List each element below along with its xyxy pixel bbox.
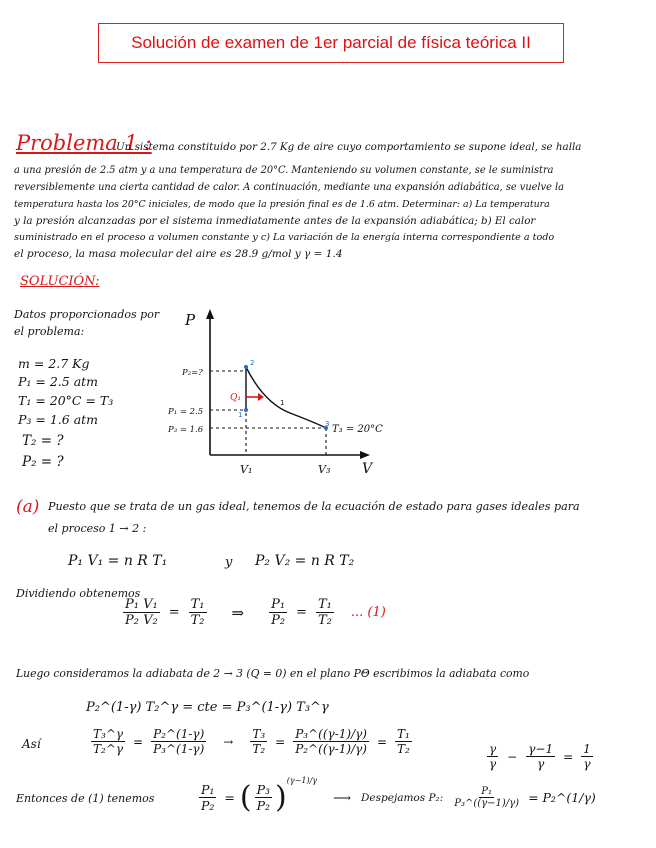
point-1-dot	[244, 408, 248, 412]
fraction-numerator: P₃	[256, 782, 271, 797]
fraction-numerator: T₃	[252, 727, 266, 741]
ratio-fraction	[123, 597, 160, 628]
fraction-numerator: P₁	[271, 597, 286, 612]
adiabatic-fraction	[91, 727, 125, 756]
side-fraction	[581, 742, 593, 771]
equation-number: ... (1)	[350, 605, 386, 620]
fraction-numerator: T₃^γ	[93, 727, 124, 741]
equals-sign: =	[376, 734, 388, 749]
ratio-fraction	[269, 597, 287, 628]
final-intro: Entonces de (1) tenemos	[16, 792, 155, 805]
fraction-denominator: P₃^((γ−1)/γ)	[454, 798, 520, 809]
fraction-numerator: P₁ V₁	[125, 597, 158, 612]
adiabatic-fraction-equation	[88, 727, 415, 756]
long-arrow: ⟶	[333, 790, 351, 805]
equals-sign: =	[563, 749, 574, 764]
fraction-denominator: P₂	[201, 798, 215, 813]
fraction-denominator: P₂	[256, 798, 271, 813]
side-fraction	[487, 742, 498, 771]
implies-arrow: ⇒	[231, 603, 245, 622]
equals-sign: =	[296, 605, 307, 620]
y-axis-label: P	[185, 311, 196, 329]
pv-diagram	[160, 305, 390, 480]
fraction-denominator: P₂	[271, 613, 286, 628]
asi-label: Así	[22, 737, 41, 751]
fraction-denominator: P₂ V₂	[125, 613, 158, 628]
problem-line-1: Un sistema constituido por 2.7 Kg de aire cuyo comportamiento se supone ideal, se halla	[116, 141, 582, 153]
adiabatic-fraction	[293, 727, 369, 756]
problem-line-6: suministrado en el proceso a volumen constante y c) La variación de la energía interna correspondiente a todo	[14, 232, 555, 243]
final-fraction	[255, 782, 272, 813]
problem-line-3: reversiblemente una cierta cantidad de calor. A continuación, mediante una expansión adiabática, se vuelve la	[14, 182, 564, 193]
fraction-denominator: P₂^((γ-1)/γ)	[295, 742, 367, 756]
fraction-numerator: P₃^((γ-1)/γ)	[295, 727, 367, 741]
fraction-denominator: T₂^γ	[93, 742, 124, 756]
fraction-numerator: T₁	[317, 597, 332, 612]
equals-sign: =	[133, 734, 144, 749]
fraction-denominator: T₂	[252, 742, 266, 756]
fraction-numerator: T₁	[397, 727, 410, 741]
final-fraction	[199, 782, 216, 813]
adiabatic-fraction	[250, 727, 267, 756]
q-label: Q₁	[230, 393, 241, 403]
despejamos-text: Despejamos P₂:	[360, 791, 444, 804]
minus-sign: −	[507, 749, 518, 764]
fraction-numerator: P₁	[201, 782, 215, 797]
fraction-numerator: P₂^(1-γ)	[153, 727, 205, 741]
ratio-equation	[120, 597, 386, 628]
point-2-label: 2	[250, 359, 255, 367]
curve-label: 1	[280, 399, 285, 407]
problem-line-5: y la presión alcanzadas por el sistema inmediatamente antes de la expansión adiabática; b) El calor	[14, 215, 536, 227]
left-paren: (	[239, 780, 252, 815]
side-fraction	[526, 742, 555, 771]
equals-sign: =	[275, 734, 286, 749]
part-a-line-2: el proceso 1 → 2 :	[48, 522, 147, 535]
fraction-denominator: T₂	[190, 613, 205, 628]
eq-connector: y	[225, 555, 233, 570]
data-item: P₁ = 2.5 atm	[18, 374, 99, 389]
right-paren: )	[275, 780, 287, 815]
adiabatic-fraction	[395, 727, 412, 756]
fraction-denominator: T₂	[397, 742, 410, 756]
fraction-denominator: P₃^(1-γ)	[153, 742, 205, 756]
page-title: Solución de examen de 1er parcial de física teórica II	[131, 33, 531, 52]
fraction-numerator: P₁	[481, 786, 493, 797]
y-axis-arrow	[206, 309, 214, 319]
t3-label: T₃ = 20°C	[332, 424, 383, 435]
fraction-numerator: γ−1	[528, 742, 554, 756]
final-result: = P₂^(1/γ)	[528, 790, 596, 805]
problem-line-7: el proceso, la masa molecular del aire es 28.9 g/mol y γ = 1.4	[14, 248, 343, 260]
title-box	[98, 23, 564, 63]
problem-label: Problema 1 :	[16, 131, 152, 155]
x-axis-arrow	[360, 451, 370, 459]
point-1-label: 1	[238, 411, 243, 419]
data-item: T₁ = 20°C = T₃	[18, 393, 114, 408]
problem-line-4: temperatura hasta los 20°C iniciales, de modo que la presión final es de 1.6 atm. Determinar: a) La temperatura	[14, 199, 550, 210]
part-a-line-1: Puesto que se trata de un gas ideal, tenemos de la ecuación de estado para gases ideales para	[48, 500, 580, 513]
adiabatic-eq: P₂^(1-γ) T₂^γ = cte = P₃^(1-γ) T₃^γ	[86, 700, 329, 715]
data-item: P₂ = ?	[22, 454, 64, 470]
solution-label: SOLUCIÓN:	[20, 274, 100, 289]
p1-label: P₁ = 2.5	[168, 407, 204, 417]
eq-state-2: P₂ V₂ = n R T₂	[255, 553, 355, 569]
data-header-1: Datos proporcionados por	[14, 308, 160, 321]
fraction-denominator: γ	[583, 757, 591, 771]
adiabatic-fraction	[151, 727, 206, 756]
fraction-numerator: γ	[489, 742, 497, 756]
ratio-fraction	[316, 597, 334, 628]
eq-state-1: P₁ V₁ = n R T₁	[68, 553, 168, 569]
fraction-numerator: 1	[583, 742, 591, 756]
point-2-dot	[244, 365, 248, 369]
fraction-numerator: T₁	[190, 597, 205, 612]
equals-sign: =	[168, 605, 180, 620]
arrow-symbol: →	[223, 734, 234, 749]
fraction-denominator: T₂	[317, 613, 332, 628]
final-fraction	[452, 786, 521, 809]
v3-label: V₃	[318, 463, 331, 476]
final-equation	[196, 776, 596, 815]
fraction-denominator: γ	[489, 757, 497, 771]
data-item: P₃ = 1.6 atm	[18, 412, 99, 427]
p3-label: P₃ = 1.6	[168, 425, 204, 435]
fraction-denominator: γ	[537, 757, 545, 771]
v1-label: V₁	[240, 463, 253, 476]
data-item: T₂ = ?	[22, 433, 64, 449]
x-axis-label: V	[362, 461, 373, 477]
point-3-label: 3	[325, 420, 330, 428]
dividing-text: Dividiendo obtenemos	[16, 587, 141, 600]
problem-line-2: a una presión de 2.5 atm y a una temperatura de 20°C. Manteniendo su volumen constante, se le suministra	[14, 165, 554, 176]
equals-sign: =	[224, 790, 235, 805]
gamma-side-equation	[484, 742, 596, 771]
data-item: m = 2.7 Kg	[18, 356, 90, 371]
p2-label: P₂=?	[182, 368, 203, 378]
part-a-label: (a)	[16, 497, 40, 517]
ratio-fraction	[189, 597, 207, 628]
exponent: (γ−1)/γ	[286, 776, 318, 785]
adiabatic-line: Luego consideramos la adiabata de 2 → 3 (Q = 0) en el plano PΘ escribimos la adiabata como	[16, 667, 530, 680]
data-header-2: el problema:	[14, 325, 85, 338]
